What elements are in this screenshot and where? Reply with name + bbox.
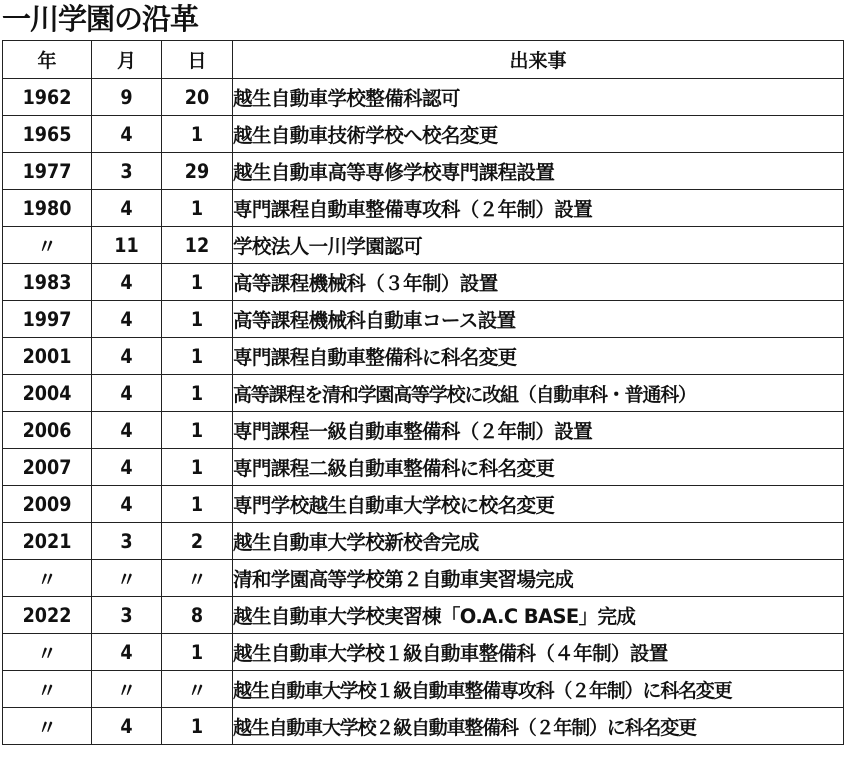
- table-row: [3, 338, 844, 375]
- year-cell: 2009: [3, 486, 92, 523]
- event-cell: 専門課程自動車整備専攻科（２年制）設置: [233, 190, 844, 227]
- month-cell: 4: [92, 264, 162, 301]
- event-cell: 専門課程自動車整備科に科名変更: [233, 338, 844, 375]
- month-cell: 4: [92, 116, 162, 153]
- day-cell: 2: [162, 523, 233, 560]
- table-row: [3, 597, 844, 634]
- event-cell: 高等課程機械科自動車コース設置: [233, 301, 844, 338]
- year-cell: 〃: [3, 708, 92, 745]
- month-cell: 4: [92, 449, 162, 486]
- day-cell: 1: [162, 301, 233, 338]
- table-row: [3, 671, 844, 708]
- event-cell: 清和学園高等学校第２自動車実習場完成: [233, 560, 844, 597]
- event-cell: 越生自動車大学校２級自動車整備科（２年制）に科名変更: [233, 708, 844, 745]
- year-cell: 2001: [3, 338, 92, 375]
- day-cell: 1: [162, 264, 233, 301]
- table-row: [3, 634, 844, 671]
- event-cell: 越生自動車高等専修学校専門課程設置: [233, 153, 844, 190]
- month-cell: 4: [92, 412, 162, 449]
- table-header-row: [3, 41, 844, 79]
- month-cell: 〃: [92, 560, 162, 597]
- event-cell: 高等課程機械科（３年制）設置: [233, 264, 844, 301]
- header-event: 出来事: [233, 41, 844, 79]
- year-cell: 〃: [3, 227, 92, 264]
- year-cell: 1997: [3, 301, 92, 338]
- year-cell: 2006: [3, 412, 92, 449]
- day-cell: 1: [162, 375, 233, 412]
- day-cell: 1: [162, 486, 233, 523]
- year-cell: 1980: [3, 190, 92, 227]
- table-row: [3, 227, 844, 264]
- event-cell: 越生自動車技術学校へ校名変更: [233, 116, 844, 153]
- event-cell: 越生自動車学校整備科認可: [233, 79, 844, 116]
- month-cell: 9: [92, 79, 162, 116]
- table-row: [3, 264, 844, 301]
- year-cell: 1983: [3, 264, 92, 301]
- day-cell: 〃: [162, 671, 233, 708]
- month-cell: 4: [92, 301, 162, 338]
- table-row: [3, 153, 844, 190]
- event-cell: 越生自動車大学校実習棟「O.A.C BASE」完成: [233, 597, 844, 634]
- event-cell: 越生自動車大学校１級自動車整備専攻科（２年制）に科名変更: [233, 671, 844, 708]
- year-cell: 〃: [3, 560, 92, 597]
- page-title: 一川学園の沿革: [2, 2, 199, 36]
- table-row: [3, 412, 844, 449]
- event-cell: 高等課程を清和学園高等学校に改組（自動車科・普通科）: [233, 375, 844, 412]
- header-month: 月: [92, 41, 162, 79]
- table-row: [3, 301, 844, 338]
- header-year: 年: [3, 41, 92, 79]
- year-cell: 1977: [3, 153, 92, 190]
- history-table: [2, 40, 844, 745]
- event-cell: 越生自動車大学校１級自動車整備科（４年制）設置: [233, 634, 844, 671]
- day-cell: 20: [162, 79, 233, 116]
- month-cell: 4: [92, 708, 162, 745]
- year-cell: 2021: [3, 523, 92, 560]
- day-cell: 29: [162, 153, 233, 190]
- year-cell: 〃: [3, 634, 92, 671]
- month-cell: 4: [92, 338, 162, 375]
- table-row: [3, 560, 844, 597]
- year-cell: 1962: [3, 79, 92, 116]
- month-cell: 4: [92, 486, 162, 523]
- table-row: [3, 79, 844, 116]
- day-cell: 1: [162, 190, 233, 227]
- table-row: [3, 708, 844, 745]
- year-cell: 〃: [3, 671, 92, 708]
- day-cell: 1: [162, 634, 233, 671]
- event-cell: 専門学校越生自動車大学校に校名変更: [233, 486, 844, 523]
- month-cell: 〃: [92, 671, 162, 708]
- month-cell: 11: [92, 227, 162, 264]
- table-row: [3, 375, 844, 412]
- month-cell: 4: [92, 375, 162, 412]
- day-cell: 1: [162, 116, 233, 153]
- day-cell: 1: [162, 449, 233, 486]
- table-row: [3, 486, 844, 523]
- day-cell: 12: [162, 227, 233, 264]
- day-cell: 8: [162, 597, 233, 634]
- year-cell: 2004: [3, 375, 92, 412]
- year-cell: 2022: [3, 597, 92, 634]
- month-cell: 4: [92, 634, 162, 671]
- year-cell: 1965: [3, 116, 92, 153]
- event-cell: 学校法人一川学園認可: [233, 227, 844, 264]
- month-cell: 3: [92, 153, 162, 190]
- event-cell: 越生自動車大学校新校舎完成: [233, 523, 844, 560]
- table-row: [3, 116, 844, 153]
- day-cell: 1: [162, 412, 233, 449]
- month-cell: 3: [92, 597, 162, 634]
- table-row: [3, 190, 844, 227]
- month-cell: 4: [92, 190, 162, 227]
- history-table-body: [3, 79, 844, 745]
- table-row: [3, 449, 844, 486]
- year-cell: 2007: [3, 449, 92, 486]
- day-cell: 1: [162, 708, 233, 745]
- event-cell: 専門課程二級自動車整備科に科名変更: [233, 449, 844, 486]
- day-cell: 1: [162, 338, 233, 375]
- event-cell: 専門課程一級自動車整備科（２年制）設置: [233, 412, 844, 449]
- month-cell: 3: [92, 523, 162, 560]
- day-cell: 〃: [162, 560, 233, 597]
- header-day: 日: [162, 41, 233, 79]
- table-row: [3, 523, 844, 560]
